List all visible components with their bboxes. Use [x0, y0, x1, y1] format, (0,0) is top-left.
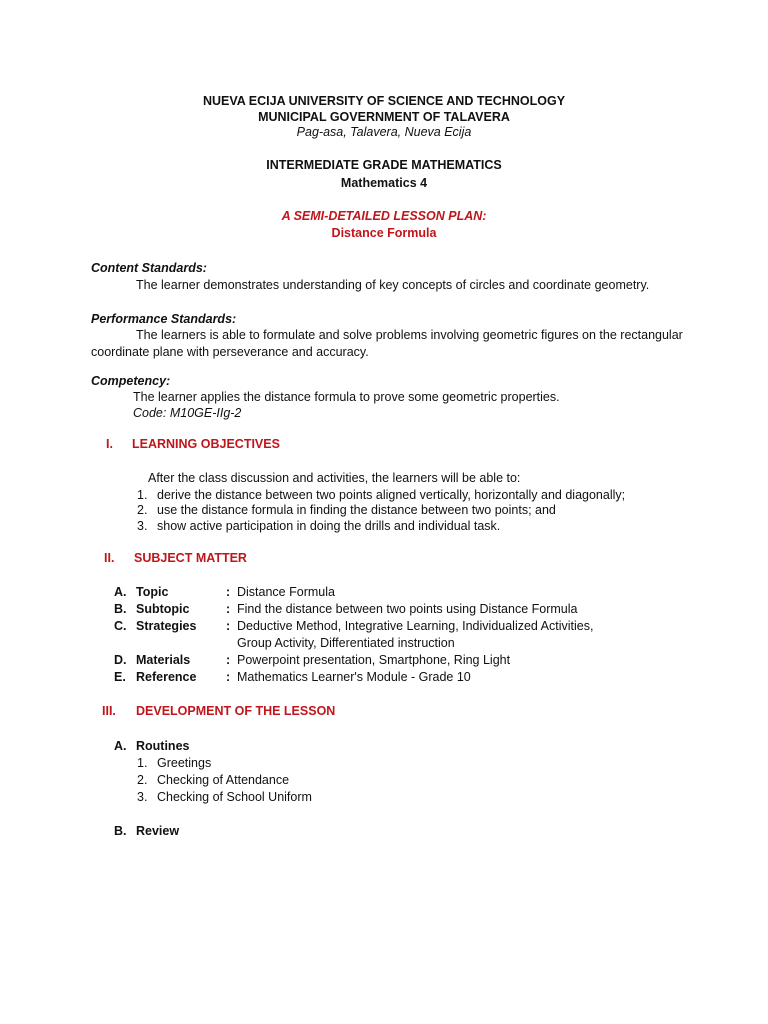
- section-number: I.: [106, 437, 113, 451]
- performance-standards-line2: coordinate plane with perseverance and accuracy.: [91, 345, 369, 359]
- section-title: SUBJECT MATTER: [134, 551, 247, 565]
- subject-row-label: B. Subtopic: [114, 602, 190, 616]
- subject-row-value: Find the distance between two points using Distance Formula: [237, 602, 578, 616]
- section-number: II.: [104, 551, 115, 565]
- government-name: MUNICIPAL GOVERNMENT OF TALAVERA: [258, 110, 510, 124]
- subject-row-label: C. Strategies: [114, 619, 197, 633]
- university-name: NUEVA ECIJA UNIVERSITY OF SCIENCE AND TECHNOLOGY: [202, 94, 566, 108]
- subject-row-value: Mathematics Learner's Module - Grade 10: [237, 670, 471, 684]
- objectives-intro: After the class discussion and activities, the learners will be able to:: [148, 471, 521, 485]
- section-development-heading: [102, 703, 335, 719]
- section-number: III.: [102, 704, 116, 718]
- subject-row-label: E. Reference: [114, 670, 197, 684]
- section-title: DEVELOPMENT OF THE LESSON: [136, 704, 336, 718]
- subject-row-value: Powerpoint presentation, Smartphone, Ring Light: [237, 653, 511, 667]
- section-title: LEARNING OBJECTIVES: [132, 437, 280, 451]
- plan-type: A SEMI-DETAILED LESSON PLAN:: [281, 209, 487, 223]
- performance-standards-label: Performance Standards:: [91, 312, 237, 326]
- list-item: 1. derive the distance between two points aligned vertically, horizontally and diagonally;: [137, 488, 626, 502]
- routines-label: A. Routines: [114, 739, 190, 753]
- subject-row-value-continued: Group Activity, Differentiated instruction: [237, 636, 455, 650]
- competency-label: Competency:: [91, 374, 171, 388]
- review-label: B. Review: [114, 824, 180, 838]
- competency-code: Code: M10GE-IIg-2: [133, 406, 242, 420]
- list-item: 3. show active participation in doing the drills and individual task.: [137, 519, 501, 533]
- subject-row-value: Distance Formula: [237, 585, 335, 599]
- lesson-topic: Distance Formula: [331, 226, 437, 240]
- subject-row-colon: :: [226, 602, 231, 616]
- subject-row-colon: :: [226, 619, 231, 633]
- section-subject-matter-heading: [104, 550, 247, 566]
- subject-row-colon: :: [226, 670, 231, 684]
- subject-title: Mathematics 4: [340, 176, 428, 190]
- subject-row-colon: :: [226, 585, 231, 599]
- list-item: 2. use the distance formula in finding the distance between two points; and: [137, 503, 556, 517]
- subject-row-colon: :: [226, 653, 231, 667]
- address: Pag-asa, Talavera, Nueva Ecija: [296, 125, 472, 139]
- competency-text: The learner applies the distance formula to prove some geometric properties.: [133, 390, 560, 404]
- grade-title: INTERMEDIATE GRADE MATHEMATICS: [266, 158, 502, 172]
- subject-row-label: A. Topic: [114, 585, 169, 599]
- section-objectives-heading: [106, 436, 280, 452]
- performance-standards-line1: The learners is able to formulate and solve problems involving geometric figures on the rectangular: [136, 328, 683, 342]
- list-item: 1. Greetings: [137, 756, 212, 770]
- content-standards-label: Content Standards:: [91, 261, 207, 275]
- list-item: 3. Checking of School Uniform: [137, 790, 312, 804]
- subject-row-value: Deductive Method, Integrative Learning, Individualized Activities,: [237, 619, 594, 633]
- list-item: 2. Checking of Attendance: [137, 773, 290, 787]
- content-standards-text: The learner demonstrates understanding of key concepts of circles and coordinate geometry.: [136, 278, 650, 292]
- subject-row-label: D. Materials: [114, 653, 191, 667]
